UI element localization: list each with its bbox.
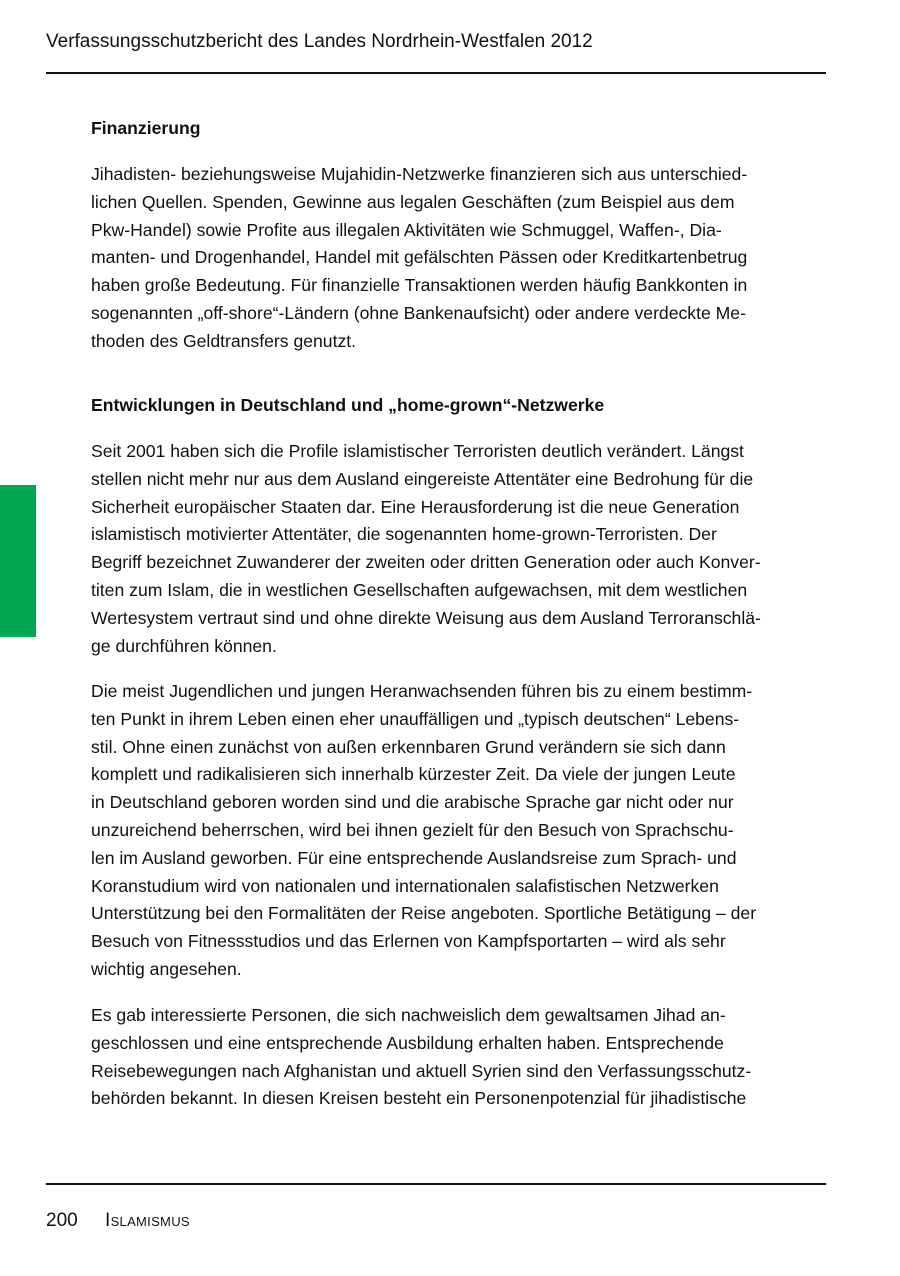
text-line: Koranstudium wird von nationalen und internationalen salafistischen Netzwerken xyxy=(91,875,719,896)
text-line: thoden des Geldtransfers genutzt. xyxy=(91,330,357,351)
text-line: stellen nicht mehr nur aus dem Ausland eingereiste Attentäter eine Bedrohung für die xyxy=(91,468,754,489)
text-line: in Deutschland geboren worden sind und die arabische Sprache gar nicht oder nur xyxy=(91,792,734,813)
text-line: islamistisch motivierter Attentäter, die sogenannten home-grown-Terroristen. Der xyxy=(91,524,717,545)
page-number: 200 xyxy=(46,1210,78,1231)
text-line: Jihadisten- beziehungsweise Mujahidin-Netzwerke finanzieren sich aus unterschied- xyxy=(91,164,748,184)
text-line: manten- und Drogenhandel, Handel mit gefälschten Pässen oder Kreditkartenbetrug xyxy=(91,247,748,268)
footer-section-title: Islamismus xyxy=(105,1210,190,1231)
chapter-side-marker xyxy=(0,485,36,637)
text-line: unzureichend beherrschen, wird bei ihnen gezielt für den Besuch von Sprachschu- xyxy=(91,820,734,840)
text-line: lichen Quellen. Spenden, Gewinne aus legalen Geschäften (zum Beispiel aus dem xyxy=(91,191,735,212)
text-line: Begriff bezeichnet Zuwanderer der zweiten oder dritten Generation oder auch Konver- xyxy=(91,552,761,573)
section-heading-financing: Finanzierung xyxy=(91,118,201,138)
text-line: stil. Ohne einen zunächst von außen erkennbaren Grund verändern sie sich dann xyxy=(91,736,726,757)
text-line: haben große Bedeutung. Für finanzielle Transaktionen werden häufig Bankkonten in xyxy=(91,275,748,296)
text-line: komplett und radikalisieren sich innerhalb kürzester Zeit. Da viele der jungen Leute xyxy=(91,764,736,785)
section-heading-developments: Entwicklungen in Deutschland und „home-grown“-Netzwerke xyxy=(91,395,605,415)
text-line: wichtig angesehen. xyxy=(91,959,242,979)
text-line: geschlossen und eine entsprechende Ausbildung erhalten haben. Entsprechende xyxy=(91,1032,724,1053)
text-line: Es gab interessierte Personen, die sich nachweislich dem gewaltsamen Jihad an- xyxy=(91,1005,726,1025)
text-line: len im Ausland geworben. Für eine entsprechende Auslandsreise zum Sprach- und xyxy=(91,847,737,868)
text-line: Die meist Jugendlichen und jungen Heranwachsenden führen bis zu einem bestimm- xyxy=(91,681,753,701)
text-line: ge durchführen können. xyxy=(91,635,277,656)
header-rule xyxy=(46,72,826,74)
text-line: Reisebewegungen nach Afghanistan und aktuell Syrien sind den Verfassungsschutz- xyxy=(91,1060,752,1081)
text-line: Pkw-Handel) sowie Profite aus illegalen Aktivitäten wie Schmuggel, Waffen-, Dia- xyxy=(91,219,722,240)
text-line: ten Punkt in ihrem Leben einen eher unauffälligen und „typisch deutschen“ Lebens- xyxy=(91,708,740,729)
text-line: Besuch von Fitnessstudios und das Erlernen von Kampfsportarten – wird als sehr xyxy=(91,931,726,952)
text-line: Seit 2001 haben sich die Profile islamistischer Terroristen deutlich verändert. Längst xyxy=(91,441,744,461)
text-line: Wertesystem vertraut sind und ohne direkte Weisung aus dem Ausland Terroranschlä- xyxy=(91,607,761,628)
text-line: behörden bekannt. In diesen Kreisen besteht ein Personenpotenzial für jihadistische xyxy=(91,1088,747,1109)
text-line: Unterstützung bei den Formalitäten der Reise angeboten. Sportliche Betätigung – der xyxy=(91,903,757,924)
running-header-title: Verfassungsschutzbericht des Landes Nordrhein-Westfalen 2012 xyxy=(46,31,593,52)
text-line: Sicherheit europäischer Staaten dar. Eine Herausforderung ist die neue Generation xyxy=(91,496,740,517)
footer-rule xyxy=(46,1183,826,1185)
text-line: titen zum Islam, die in westlichen Gesellschaften aufgewachsen, mit dem westlichen xyxy=(91,580,748,600)
text-line: sogenannten „off-shore“-Ländern (ohne Bankenaufsicht) oder andere verdeckte Me- xyxy=(91,303,746,323)
